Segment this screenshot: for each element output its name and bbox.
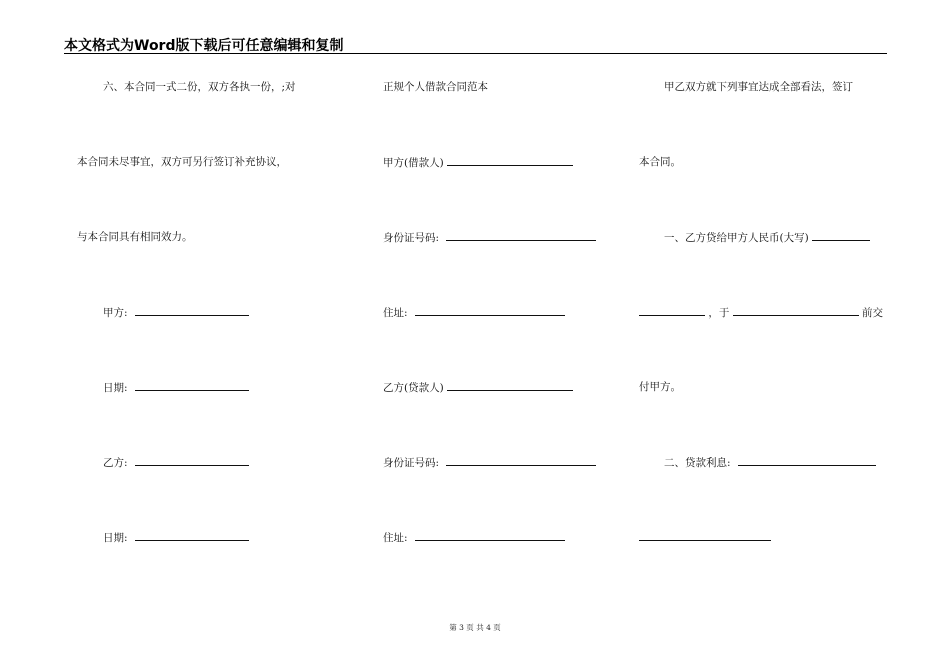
date-2-label: 日期: [103,532,128,544]
address-2-label: 住址: [383,532,408,544]
clause-1-row [664,230,870,245]
clause-2-row [664,455,876,470]
date-1-label: 日期: [103,382,128,394]
clause-1-continuation-row [639,305,883,320]
id-number-1-row [383,230,596,245]
clause-1-tail-text: 前交 [862,307,884,319]
borrower-label: 甲方(借款人) [383,157,444,169]
lender-label: 乙方(贷款人) [383,382,444,394]
address-2-row [383,530,565,545]
borrower-row [383,155,573,170]
party-b-blank [135,455,249,466]
party-a-signature-row [103,305,249,320]
clause-1-amount-blank-2 [639,305,705,316]
party-b-label: 乙方: [103,457,128,469]
right-text-line-1: 甲乙双方就下列事宜达成全部看法，签订 [664,81,853,93]
left-text-line-2: 本合同未尽事宜，双方可另行签订补充协议， [77,156,287,168]
clause-1-date-blank [733,305,859,316]
page-number: 第 3 页 共 4 页 [449,623,501,632]
header-divider [64,53,887,54]
party-a-blank [135,305,249,316]
address-2-blank [415,530,565,541]
id-number-2-label: 身份证号码: [383,457,440,469]
date-2-row [103,530,249,545]
clause-1-mid-text: ，于 [708,307,730,319]
id-number-2-blank [446,455,596,466]
lender-row [383,380,573,395]
id-number-1-label: 身份证号码: [383,232,440,244]
date-1-blank [135,380,249,391]
address-1-row [383,305,565,320]
lender-blank [447,380,573,391]
left-text-line-3: 与本合同具有相同效力。 [77,231,193,243]
right-text-line-2: 本合同。 [639,156,681,168]
document-header-title: 本文格式为Word版下载后可任意编辑和复制 [64,38,344,54]
id-number-1-blank [446,230,596,241]
clause-2-continuation-row [639,530,771,545]
contract-title: 正规个人借款合同范本 [383,81,488,93]
right-text-line-5: 付甲方。 [639,381,681,393]
party-a-label: 甲方: [103,307,128,319]
clause-2-interest-blank-2 [639,530,771,541]
clause-2-interest-blank [738,455,876,466]
date-2-blank [135,530,249,541]
clause-1-label: 一、乙方贷给甲方人民币(大写) [664,232,809,244]
address-1-blank [415,305,565,316]
borrower-blank [447,155,573,166]
left-text-line-1: 六、本合同一式二份，双方各执一份，;对 [103,81,296,93]
party-b-signature-row [103,455,249,470]
id-number-2-row [383,455,596,470]
address-1-label: 住址: [383,307,408,319]
clause-2-label: 二、贷款利息: [664,457,731,469]
clause-1-amount-blank [812,230,870,241]
date-1-row [103,380,249,395]
